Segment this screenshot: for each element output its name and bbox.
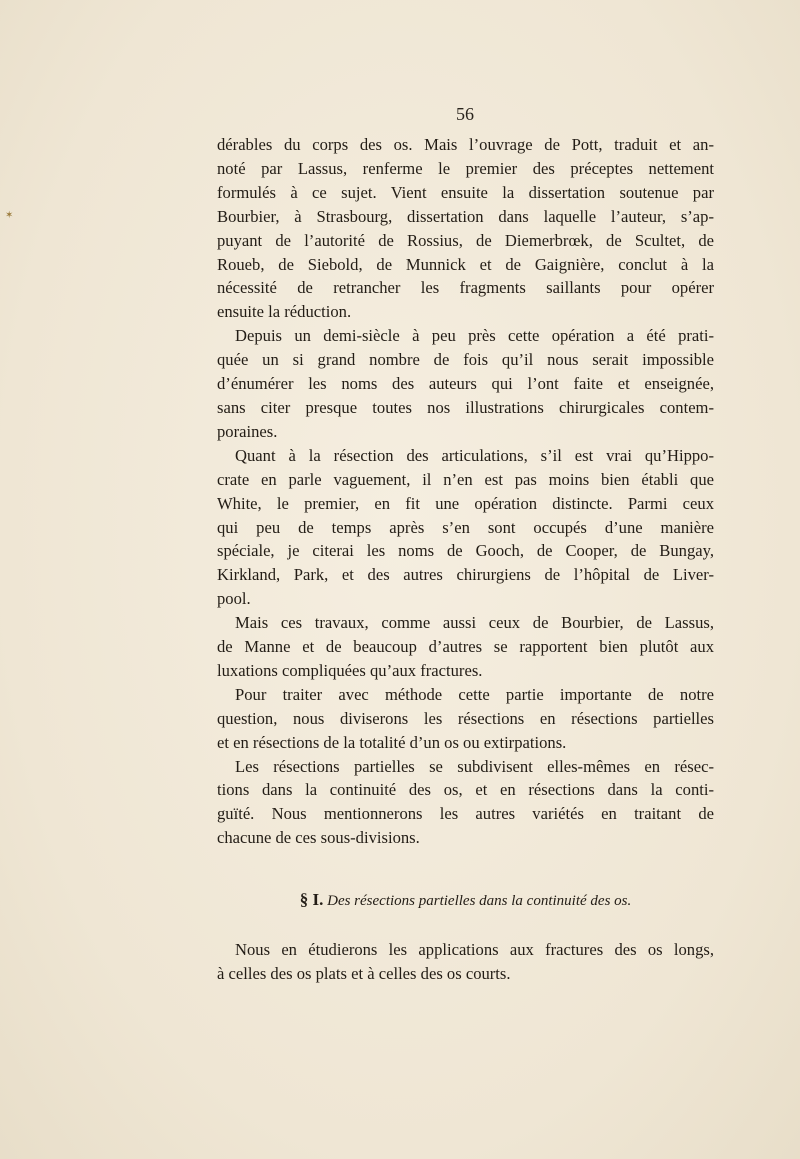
paragraph-3 bbox=[217, 444, 714, 611]
section-title: Des résections partielles dans la continuité des os. bbox=[327, 893, 632, 910]
text-line: de Manne et de beaucoup d’autres se rapportent bien plutôt aux bbox=[217, 637, 714, 657]
text-line: pool. bbox=[217, 589, 251, 609]
text-line: luxations compliquées qu’aux fractures. bbox=[217, 660, 483, 680]
text-line: ensuite la réduction. bbox=[217, 302, 352, 322]
text-line: Les résections partielles se subdivisent elles-mêmes en résec- bbox=[235, 756, 714, 776]
paragraph-5 bbox=[217, 683, 714, 755]
text-line: White, le premier, en fit une opération distincte. Parmi ceux bbox=[217, 493, 714, 513]
text-line: question, nous diviserons les résections en résections partielles bbox=[217, 708, 714, 728]
text-line: quée un si grand nombre de fois qu’il nous serait impossible bbox=[217, 350, 714, 370]
text-line: tions dans la continuité des os, et en résections dans la conti- bbox=[217, 780, 714, 800]
text-line: à celles des os plats et à celles des os courts. bbox=[217, 964, 511, 983]
margin-mark: ✶ bbox=[5, 210, 14, 221]
paragraph-1 bbox=[217, 133, 714, 324]
text-line: poraines. bbox=[217, 421, 278, 441]
text-line: formulés à ce sujet. Vient ensuite la dissertation soutenue par bbox=[217, 182, 714, 202]
text-line: et en résections de la totalité d’un os ou extirpations. bbox=[217, 732, 567, 752]
text-line: puyant de l’autorité de Rossius, de Diemerbrœk, de Scultet, de bbox=[217, 230, 714, 250]
text-line: crate en parle vaguement, il n’en est pas moins bien établi que bbox=[217, 469, 714, 489]
section-symbol: § I. bbox=[299, 890, 324, 910]
paragraph-4 bbox=[217, 611, 714, 683]
paragraph-7 bbox=[217, 938, 714, 986]
text-line: Nous en étudierons les applications aux fractures des os longs, bbox=[235, 940, 714, 960]
text-line: chacune de ces sous-divisions. bbox=[217, 828, 420, 848]
section-spacer bbox=[217, 914, 714, 938]
text-line: sans citer presque toutes nos illustrations chirurgicales contem- bbox=[217, 397, 714, 417]
text-line: qui peu de temps après s’en sont occupés d’une manière bbox=[217, 517, 714, 537]
text-line: dérables du corps des os. Mais l’ouvrage de Pott, traduit et an- bbox=[217, 135, 714, 154]
text-line: Bourbier, à Strasbourg, dissertation dans laquelle l’auteur, s’ap- bbox=[217, 206, 714, 226]
text-line: Roueb, de Siebold, de Munnick et de Gaignière, conclut à la bbox=[217, 254, 714, 274]
paragraph-6 bbox=[217, 755, 714, 851]
text-line: d’énumérer les noms des auteurs qui l’ont faite et enseignée, bbox=[217, 374, 714, 394]
text-line: noté par Lassus, renferme le premier des préceptes nettement bbox=[217, 158, 714, 178]
page-number: 56 bbox=[456, 104, 474, 124]
paragraph-2 bbox=[217, 324, 714, 444]
text-line: Depuis un demi-siècle à peu près cette opération a été prati- bbox=[235, 326, 714, 346]
text-line: Pour traiter avec méthode cette partie importante de notre bbox=[235, 684, 714, 704]
section-spacer bbox=[217, 850, 714, 888]
text-line: nécessité de retrancher les fragments saillants pour opérer bbox=[217, 278, 714, 298]
text-line: Mais ces travaux, comme aussi ceux de Bourbier, de Lassus, bbox=[235, 613, 714, 633]
text-line: guïté. Nous mentionnerons les autres variétés en traitant de bbox=[217, 804, 714, 824]
text-line: Quant à la résection des articulations, s’il est vrai qu’Hippo- bbox=[235, 445, 714, 465]
section-heading bbox=[217, 888, 714, 914]
text-line: Kirkland, Park, et des autres chirurgiens de l’hôpital de Liver- bbox=[217, 565, 714, 585]
body-text bbox=[217, 133, 714, 986]
text-line: spéciale, je citerai les noms de Gooch, de Cooper, de Bungay, bbox=[217, 541, 714, 561]
